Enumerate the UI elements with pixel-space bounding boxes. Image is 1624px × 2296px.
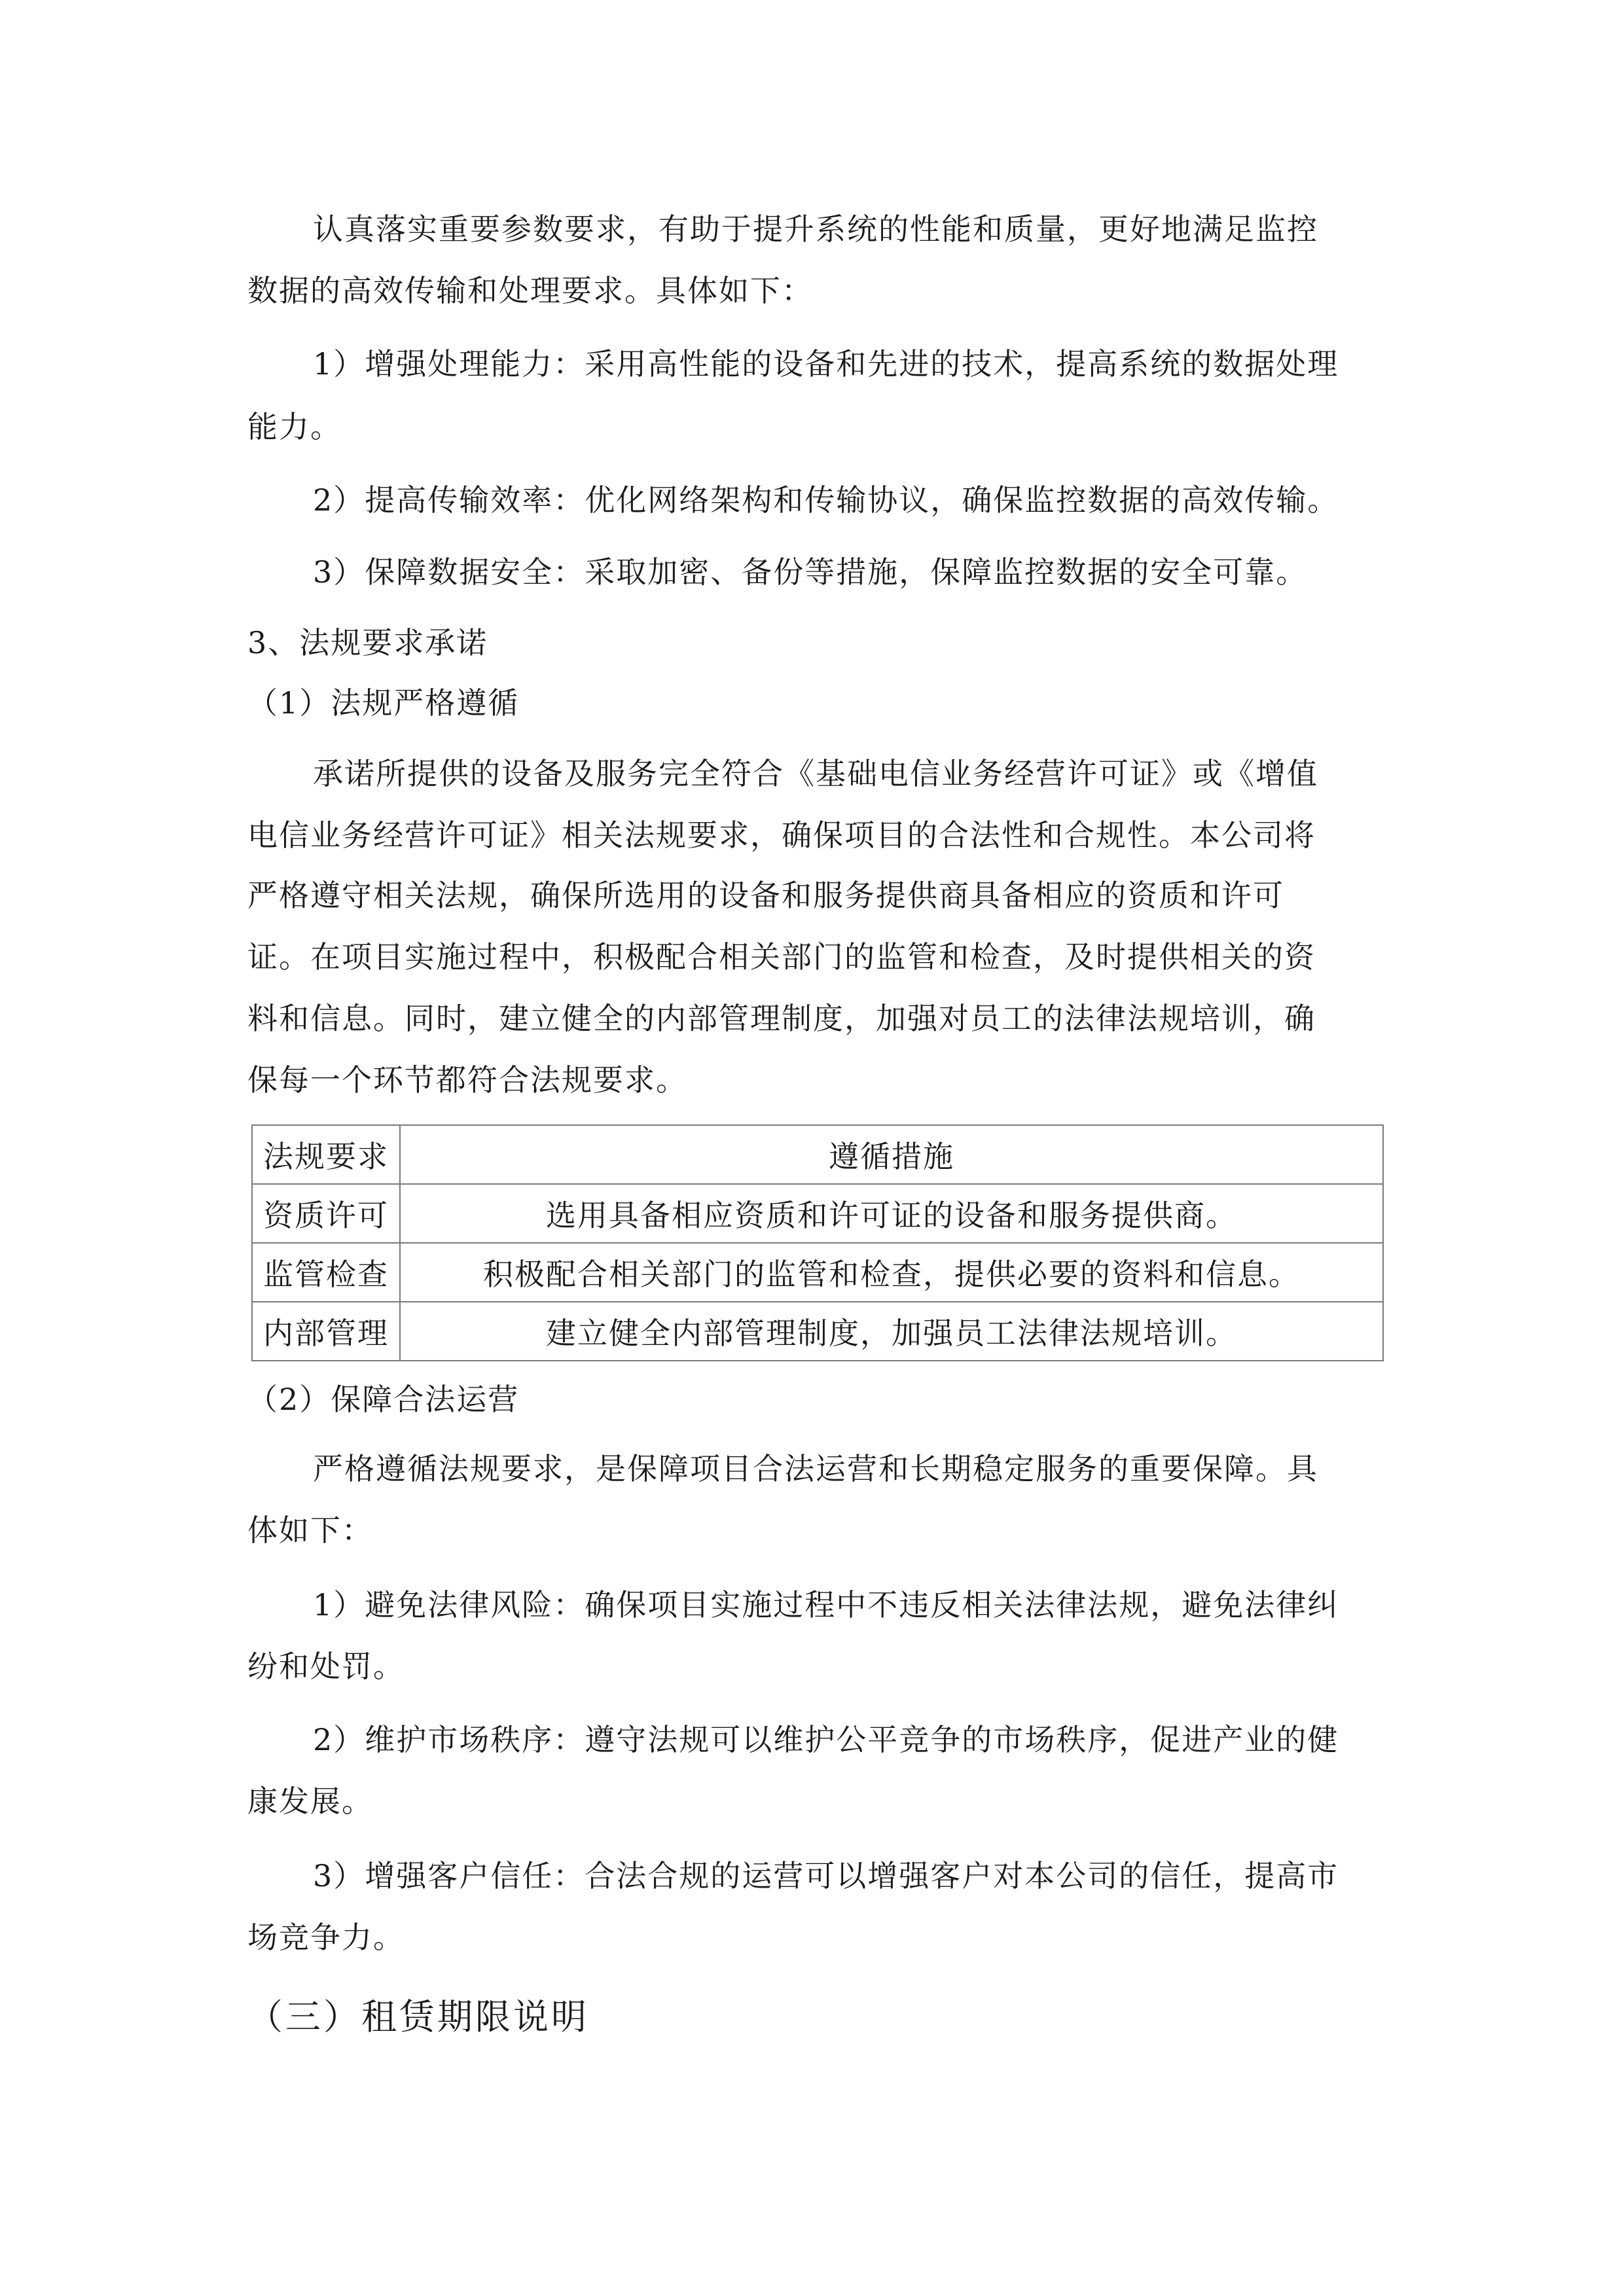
list-item-customer-trust-line-1: 3）增强客户信任：合法合规的运营可以增强客户对本公司的信任，提高市 <box>313 1858 1339 1893</box>
table-header-row <box>252 1125 1383 1184</box>
subheading-strict-compliance: （1）法规严格遵循 <box>247 685 520 721</box>
list-item-processing-line-2: 能力。 <box>247 409 342 444</box>
list-item-market-order-line-1: 2）维护市场秩序：遵守法规可以维护公平竞争的市场秩序，促进产业的健 <box>313 1722 1339 1757</box>
table-row <box>252 1243 1383 1302</box>
table-cell: 资质许可 <box>252 1184 400 1243</box>
paragraph-intro-line-1: 认真落实重要参数要求，有助于提升系统的性能和质量，更好地满足监控 <box>313 211 1318 247</box>
paragraph-commitment-line-6: 保每一个环节都符合法规要求。 <box>247 1062 687 1098</box>
table-row <box>252 1184 1383 1243</box>
list-item-processing-line-1: 1）增强处理能力：采用高性能的设备和先进的技术，提高系统的数据处理 <box>313 346 1339 382</box>
list-item-customer-trust-line-2: 场竞争力。 <box>247 1920 405 1955</box>
table-header-cell: 法规要求 <box>252 1125 400 1184</box>
section-heading-regulation: 3、法规要求承诺 <box>247 625 488 660</box>
paragraph-commitment-line-4: 证。在项目实施过程中，积极配合相关部门的监管和检查，及时提供相关的资 <box>247 939 1316 975</box>
paragraph-operation-line-2: 体如下： <box>247 1513 373 1548</box>
table-cell: 监管检查 <box>252 1243 400 1302</box>
table-cell: 建立健全内部管理制度，加强员工法律法规培训。 <box>400 1302 1383 1361</box>
table-cell: 积极配合相关部门的监管和检查，提供必要的资料和信息。 <box>400 1243 1383 1302</box>
paragraph-operation-line-1: 严格遵循法规要求，是保障项目合法运营和长期稳定服务的重要保障。具 <box>313 1451 1318 1486</box>
list-item-transmission: 2）提高传输效率：优化网络架构和传输协议，确保监控数据的高效传输。 <box>313 482 1339 518</box>
table-header-cell: 遵循措施 <box>400 1125 1383 1184</box>
regulation-table <box>251 1124 1384 1361</box>
table-row <box>252 1302 1383 1361</box>
paragraph-commitment-line-2: 电信业务经营许可证》相关法规要求，确保项目的合法性和合规性。本公司将 <box>247 817 1316 853</box>
list-item-security: 3）保障数据安全：采取加密、备份等措施，保障监控数据的安全可靠。 <box>313 554 1308 590</box>
paragraph-commitment-line-1: 承诺所提供的设备及服务完全符合《基础电信业务经营许可证》或《增值 <box>313 756 1318 791</box>
paragraph-commitment-line-3: 严格遵守相关法规，确保所选用的设备和服务提供商具备相应的资质和许可 <box>247 878 1284 913</box>
table-cell: 选用具备相应资质和许可证的设备和服务提供商。 <box>400 1184 1383 1243</box>
list-item-legal-risk-line-2: 纷和处罚。 <box>247 1649 405 1684</box>
table-cell: 内部管理 <box>252 1302 400 1361</box>
paragraph-intro-line-2: 数据的高效传输和处理要求。具体如下： <box>247 273 813 308</box>
list-item-market-order-line-2: 康发展。 <box>247 1784 373 1819</box>
paragraph-commitment-line-5: 料和信息。同时，建立健全的内部管理制度，加强对员工的法律法规培训，确 <box>247 1001 1316 1036</box>
subheading-legal-operation: （2）保障合法运营 <box>247 1382 520 1417</box>
list-item-legal-risk-line-1: 1）避免法律风险：确保项目实施过程中不违反相关法律法规，避免法律纠 <box>313 1587 1339 1623</box>
section-heading-lease-term: （三）租赁期限说明 <box>247 1996 589 2037</box>
